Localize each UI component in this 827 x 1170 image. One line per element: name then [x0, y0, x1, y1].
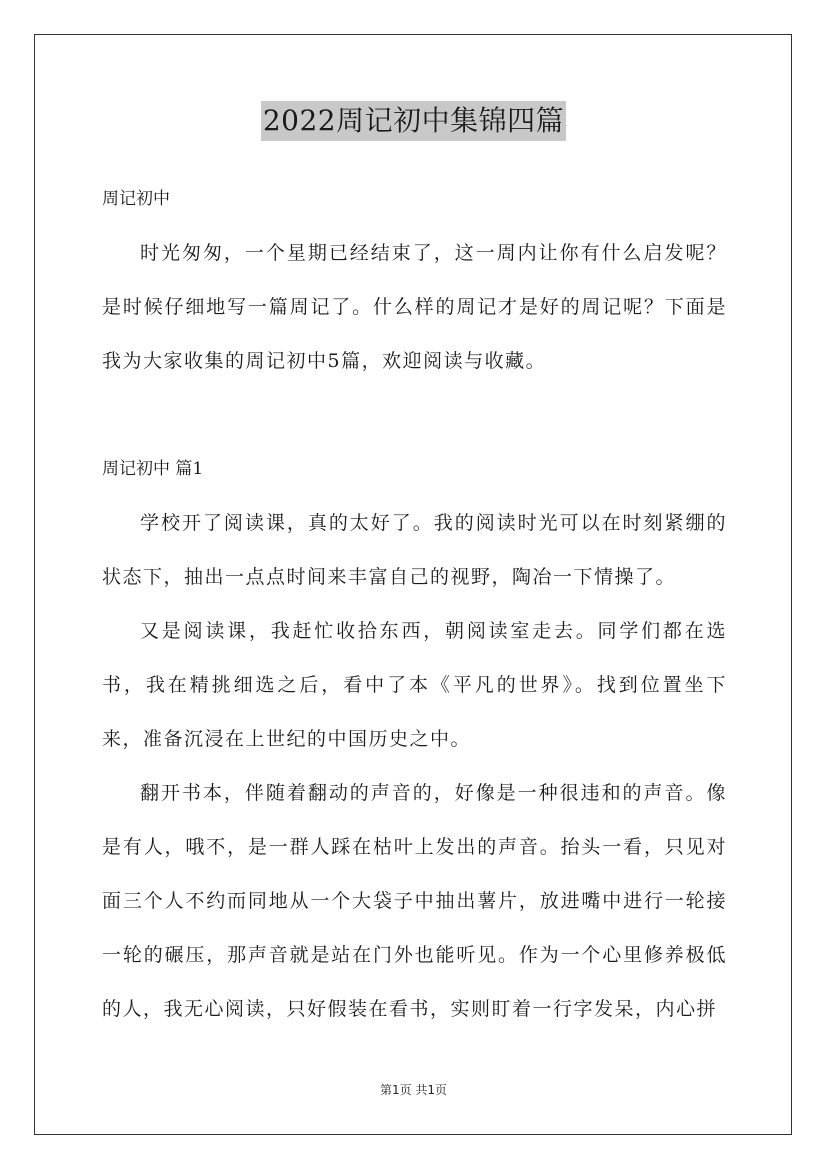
- article-1-paragraph-3: 翻开书本，伴随着翻动的声音的，好像是一种很违和的声音。像是有人，哦不，是一群人踩在枯叶上发出的声音。抬头一看，只见对面三个人不约而同地从一个大袋子中抽出薯片，放进嘴中进行一轮接一轮的碾压，那声音就是站在门外也能听见。作为一个心里修养极低的人，我无心阅读，只好假装在看书，实则盯着一行字发呆，内心拼: [102, 782, 727, 1020]
- section-spacer: [102, 388, 727, 442]
- intro-paragraph: 时光匆匆，一个星期已经结束了，这一周内让你有什么启发呢？是时候仔细地写一篇周记了。什么样的周记才是好的周记呢？下面是我为大家收集的周记初中5篇，欢迎阅读与收藏。: [102, 242, 727, 372]
- article-1-paragraph-1: 学校开了阅读课，真的太好了。我的阅读时光可以在时刻紧绷的状态下，抽出一点点时间来丰富自己的视野，陶冶一下情操了。: [102, 512, 727, 588]
- intro-heading: 周记初中: [102, 189, 170, 209]
- article-1-paragraph-2: 又是阅读课，我赶忙收拾东西，朝阅读室走去。同学们都在选书，我在精挑细选之后，看中了本《平凡的世界》。找到位置坐下来，准备沉浸在上世纪的中国历史之中。: [102, 620, 727, 750]
- title-container: [0, 101, 827, 141]
- page-number: 第1页 共1页: [379, 1083, 448, 1097]
- page-footer: [0, 1080, 827, 1100]
- document-body: [102, 172, 727, 1036]
- article-1-heading: 周记初中 篇1: [102, 459, 204, 479]
- document-title: 2022周记初中集锦四篇: [261, 101, 566, 141]
